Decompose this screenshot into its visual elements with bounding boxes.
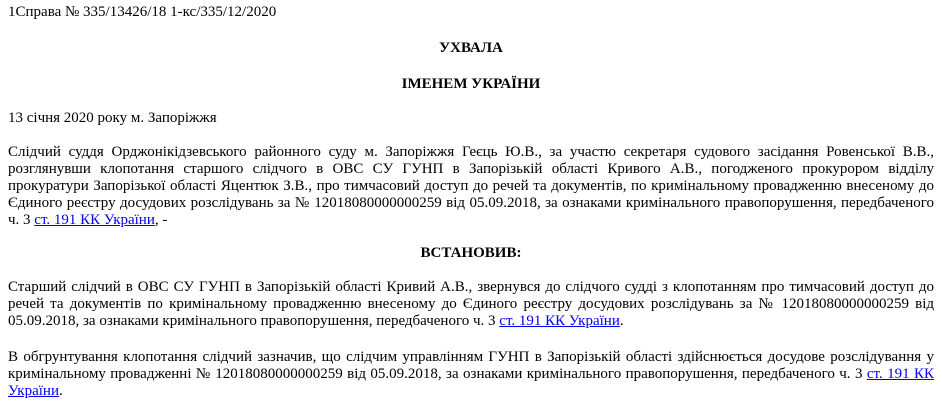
case-number: 1Справа № 335/13426/18 1-кс/335/12/2020: [8, 4, 277, 20]
date-place: 13 січня 2020 року м. Запоріжжя: [8, 110, 217, 126]
ruling-title: УХВАЛА: [439, 40, 503, 56]
paragraph-petition: [8, 279, 934, 330]
law-link-article-191[interactable]: ст. 191 КК України: [34, 212, 155, 228]
law-link-article-191[interactable]: ст. 191 КК України: [8, 366, 934, 399]
paragraph-intro-tail: , -: [154, 212, 168, 228]
paragraph-petition-tail: .: [619, 313, 624, 329]
established-title: ВСТАНОВИВ:: [420, 245, 522, 261]
paragraph-intro-text: Слідчий суддя Орджонікідзевського районного суду м. Запоріжжя Геєць Ю.В., за участю секретаря судового засідання Ровенської В.В., розглянувши клопотання старшого слідчого в ОВС СУ ГУНП в Запорізькій області Кривого А.В., погодженого прокурором відділу прокуратури Запорізької області Яцентюк З.В., про тимчасовий доступ до речей та документів, по кримінальному провадженню внесеному до Єдиного реєстру досудових розслідувань за № 12018080000000259 від 05.09.2018, за ознаками кримінального правопорушення, передбаченого ч. 3: [8, 144, 934, 228]
paragraph-intro: [8, 144, 934, 229]
paragraph-justification: [8, 349, 934, 400]
paragraph-justification-text: В обгрунтування клопотання слідчий зазначив, що слідчим управлінням ГУНП в Запорізькій області здійснюється досудове розслідування у кримінальному провадженні № 12018080000000259 від 05.09.2018, за ознаками кримінального правопорушення, передбаченого ч. 3: [8, 349, 934, 382]
paragraph-justification-tail: .: [58, 383, 63, 399]
paragraph-petition-text: Старший слідчий в ОВС СУ ГУНП в Запорізькій області Кривий А.В., звернувся до слідчого судді з клопотанням про тимчасовий доступ до речей та документів по кримінальному провадженню внесеному до Єдиного реєстру досудових розслідувань за № 12018080000000259 від 05.09.2018, за ознаками кримінального правопорушення, передбаченого ч. 3: [8, 279, 934, 329]
in-name-title: ІМЕНЕМ УКРАЇНИ: [401, 76, 541, 92]
law-link-article-191[interactable]: ст. 191 КК України: [499, 313, 620, 329]
